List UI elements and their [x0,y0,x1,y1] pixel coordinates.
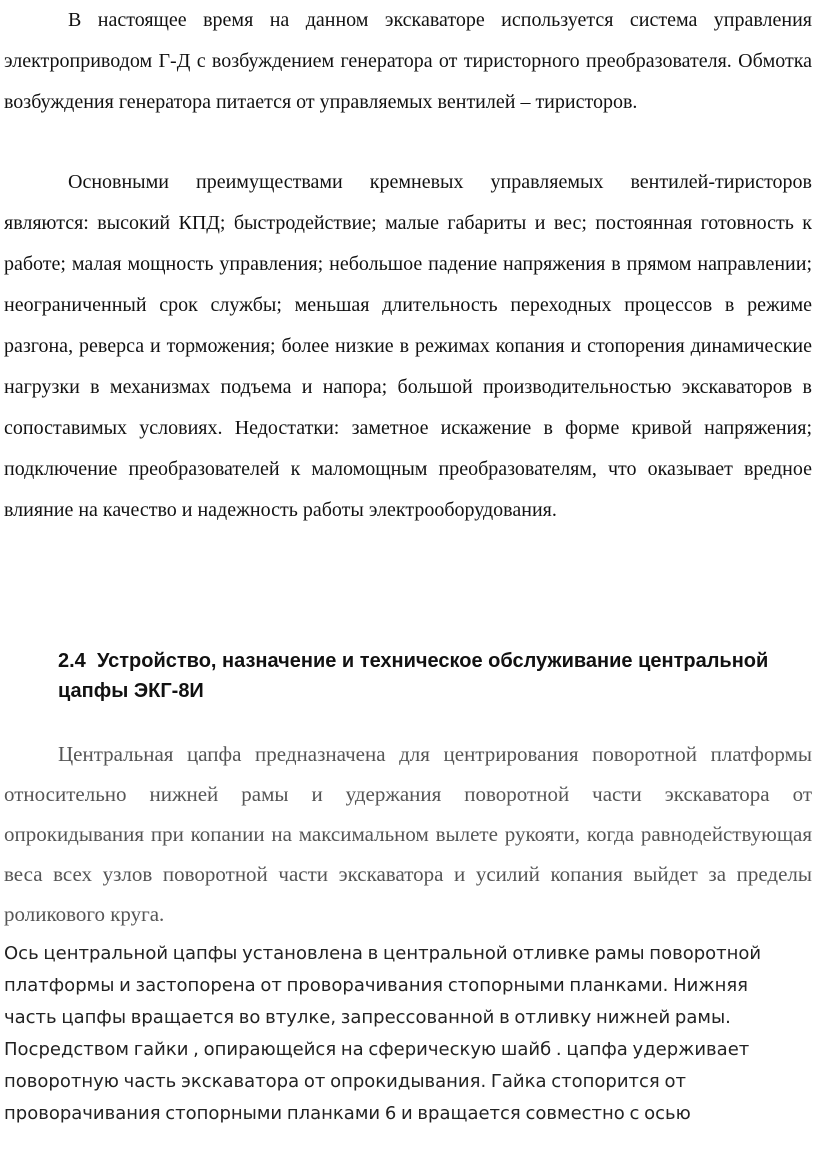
paragraph-purpose: Центральная цапфа предназначена для центрирования поворотной платформы относительно нижней рамы и удержания поворотной части экскаватора от опрокидывания при копании на максимальном вылете рукояти, когда равнодействующая веса всех узлов поворотной части экскаватора и усилий копания выйдет за пределы роликового круга. [4,742,812,926]
paragraph-construction: Ось центральной цапфы установлена в центральной отливке рамы поворотной платформы и застопорена от проворачивания стопорными планками. Нижняя часть цапфы вращается во втулке, запрессованной в отливку нижней рамы. Посредством гайки , опирающейся на сферическую шайб . цапфа удерживает поворотную часть экскаватора от опрокидывания. Гайка стопорится от проворачивания стопорными планками 6 и вращается совместно с осью [4,943,762,1124]
section-heading [58,646,814,706]
paragraph-text: Основными преимуществами кремневых управляемых вентилей-тиристоров являются: высокий КПД; быстродействие; малые габариты и вес; постоянная готовность к работе; малая мощность управления; небольшое падение напряжения в прямом направлении; неограниченный срок службы; меньшая длительность переходных процессов в режиме разгона, реверса и торможения; более низкие в режимах копания и стопорения динамические нагрузки в механизмах подъема и напора; большой производительностью экскаваторов в сопоставимых условиях. Недостатки: заметное искажение в форме кривой напряжения; подключение преобразователей к маломощным преобразователям, что оказывает вредное влияние на качество и надежность работы электрооборудования. [4,171,812,521]
paragraph-text: В настоящее время на данном экскаваторе используется система управления электроприводом Г-Д с возбуждением генератора от тиристорного преобразователя. Обмотка возбуждения генератора питается от управляемых вентилей – тиристоров. [4,9,812,113]
paragraph-intro [4,0,812,123]
section-number: 2.4 [58,650,86,672]
section-title: Устройство, назначение и техническое обслуживание центральной цапфы ЭКГ-8И [58,650,769,702]
paragraph-advantages [4,162,812,531]
